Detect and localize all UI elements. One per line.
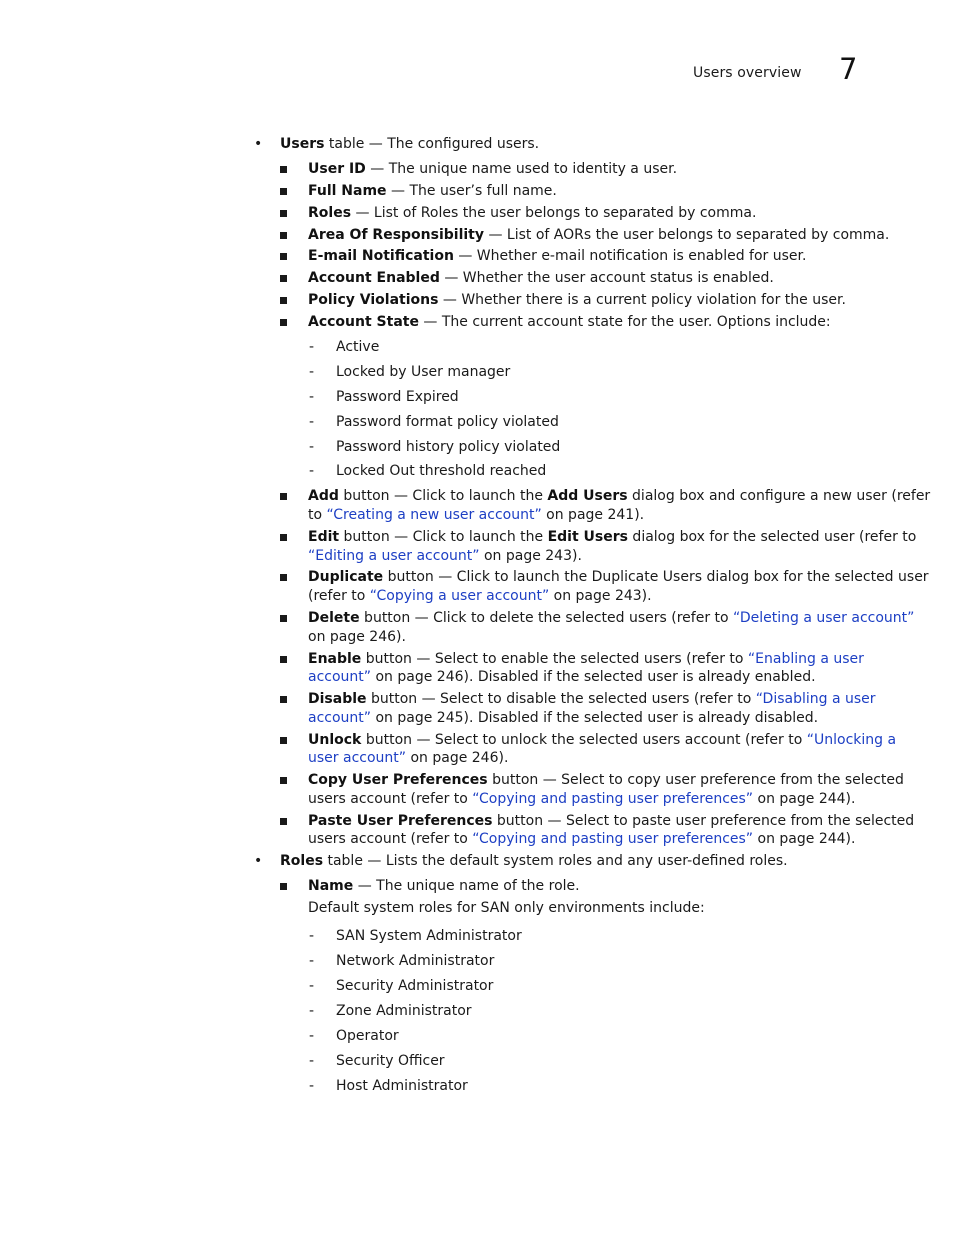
text: dialog box and configure a new user (refer (627, 488, 931, 504)
term: Account State (308, 314, 419, 330)
dash-bullet-icon: - (309, 1053, 315, 1069)
field-account-state (308, 313, 831, 331)
delete-button-description (308, 609, 914, 627)
term: Copy User Preferences (308, 772, 488, 788)
term: Roles (308, 205, 352, 221)
square-bullet-icon (280, 232, 287, 239)
field-account-enabled (308, 269, 774, 287)
text: on page 243). (549, 588, 652, 604)
field-user-id (308, 160, 677, 178)
term: Account Enabled (308, 270, 440, 286)
field-area-of-responsibility (308, 226, 889, 244)
term: Roles (280, 853, 324, 869)
term: Policy Violations (308, 292, 439, 308)
cross-reference-link[interactable]: “Copying and pasting user preferences” (472, 791, 754, 807)
term: Unlock (308, 732, 362, 748)
term: Edit Users (547, 529, 628, 545)
duplicate-button-description-cont (308, 587, 652, 605)
cross-reference-link[interactable]: “Editing a user account” (308, 548, 480, 564)
term: Add (308, 488, 339, 504)
roles-table-item (280, 852, 788, 870)
text: button — Click to delete the selected users (refer to (359, 610, 734, 626)
enable-button-description (308, 650, 864, 668)
dash-bullet-icon: - (309, 463, 315, 479)
term: Add Users (547, 488, 628, 504)
term: E-mail Notification (308, 248, 454, 264)
text: button — Select to unlock the selected users account (refer to (361, 732, 807, 748)
cross-reference-link[interactable]: account” (308, 669, 372, 685)
description: table — The configured users. (324, 136, 540, 152)
cross-reference-link[interactable]: account” (308, 710, 372, 726)
dash-bullet-icon: - (309, 953, 315, 969)
square-bullet-icon (280, 656, 287, 663)
field-policy-violations (308, 291, 846, 309)
paste-preferences-button-description (308, 812, 914, 830)
square-bullet-icon (280, 574, 287, 581)
dash-bullet-icon: - (309, 439, 315, 455)
description: — The user’s full name. (386, 183, 557, 199)
account-state-item: Locked by User manager (336, 364, 511, 380)
cross-reference-link[interactable]: “Unlocking a (806, 732, 897, 748)
square-bullet-icon (280, 493, 287, 500)
term: Paste User Preferences (308, 813, 493, 829)
square-bullet-icon (280, 737, 287, 744)
bullet-icon: • (254, 136, 263, 152)
default-role-item: Operator (336, 1028, 399, 1044)
dash-bullet-icon: - (309, 1003, 315, 1019)
square-bullet-icon (280, 166, 287, 173)
description: — Whether the user account status is enabled. (439, 270, 774, 286)
description: — The unique name used to identity a user. (365, 161, 678, 177)
cross-reference-link[interactable]: user account” (308, 750, 407, 766)
text: users account (refer to (308, 831, 473, 847)
description: table — Lists the default system roles and any user-defined roles. (323, 853, 788, 869)
dash-bullet-icon: - (309, 978, 315, 994)
disable-button-description (308, 690, 876, 708)
field-roles (308, 204, 756, 222)
description: — List of AORs the user belongs to separated by comma. (484, 227, 890, 243)
text: dialog box for the selected user (refer to (627, 529, 917, 545)
square-bullet-icon (280, 696, 287, 703)
cross-reference-link[interactable]: “Creating a new user account” (326, 507, 542, 523)
text: on page 244). (753, 791, 856, 807)
users-table-item (280, 135, 539, 153)
disable-button-description-cont (308, 709, 818, 727)
cross-reference-link[interactable]: “Disabling a user (755, 691, 876, 707)
description: — List of Roles the user belongs to separated by comma. (351, 205, 757, 221)
term: Area Of Responsibility (308, 227, 485, 243)
dash-bullet-icon: - (309, 339, 315, 355)
description: — The current account state for the user. Options include: (418, 314, 831, 330)
field-email-notification (308, 247, 806, 265)
enable-button-description-cont (308, 668, 816, 686)
delete-button-description-cont: on page 246). (308, 629, 406, 645)
term: Enable (308, 651, 362, 667)
account-state-item: Password format policy violated (336, 414, 559, 430)
copy-preferences-button-description-cont (308, 790, 855, 808)
text: button — Select to disable the selected users (refer to (366, 691, 756, 707)
square-bullet-icon (280, 777, 287, 784)
term: User ID (308, 161, 366, 177)
default-role-item: Host Administrator (336, 1078, 468, 1094)
text: button — Select to enable the selected users (refer to (361, 651, 748, 667)
text: users account (refer to (308, 791, 473, 807)
term: Users (280, 136, 325, 152)
text: on page 243). (479, 548, 582, 564)
add-button-description-cont (308, 506, 644, 524)
default-role-item: Network Administrator (336, 953, 495, 969)
text: on page 241). (541, 507, 645, 523)
account-state-item: Active (336, 339, 380, 355)
text: (refer to (308, 588, 370, 604)
square-bullet-icon (280, 534, 287, 541)
text: on page 245). Disabled if the selected user is already disabled. (371, 710, 819, 726)
term: Disable (308, 691, 367, 707)
square-bullet-icon (280, 818, 287, 825)
cross-reference-link[interactable]: “Enabling a user (747, 651, 864, 667)
copy-preferences-button-description (308, 771, 904, 789)
cross-reference-link[interactable]: “Copying a user account” (369, 588, 550, 604)
description: — Whether there is a current policy violation for the user. (438, 292, 846, 308)
text: on page 246). Disabled if the selected user is already enabled. (371, 669, 816, 685)
dash-bullet-icon: - (309, 389, 315, 405)
term: Delete (308, 610, 360, 626)
term: Edit (308, 529, 340, 545)
cross-reference-link[interactable]: “Copying and pasting user preferences” (472, 831, 754, 847)
field-role-name (308, 877, 580, 895)
default-roles-intro: Default system roles for SAN only environments include: (308, 900, 705, 916)
paste-preferences-button-description-cont (308, 830, 855, 848)
square-bullet-icon (280, 615, 287, 622)
term: Full Name (308, 183, 387, 199)
default-role-item: SAN System Administrator (336, 928, 522, 944)
dash-bullet-icon: - (309, 928, 315, 944)
bullet-icon: • (254, 853, 263, 869)
text: on page 246). (406, 750, 509, 766)
text: to (308, 507, 327, 523)
description: — Whether e-mail notification is enabled for user. (453, 248, 807, 264)
dash-bullet-icon: - (309, 364, 315, 380)
text: button — Click to launch the (339, 529, 548, 545)
description: — The unique name of the role. (353, 878, 580, 894)
edit-button-description (308, 528, 916, 546)
edit-button-description-cont (308, 547, 582, 565)
field-full-name (308, 182, 557, 200)
dash-bullet-icon: - (309, 1028, 315, 1044)
text: button — Select to paste user preference from the selected (492, 813, 915, 829)
account-state-item: Locked Out threshold reached (336, 463, 547, 479)
square-bullet-icon (280, 319, 287, 326)
chapter-number: 7 (839, 52, 858, 86)
default-role-item: Security Administrator (336, 978, 494, 994)
unlock-button-description (308, 731, 896, 749)
square-bullet-icon (280, 297, 287, 304)
unlock-button-description-cont (308, 749, 508, 767)
dash-bullet-icon: - (309, 414, 315, 430)
default-role-item: Zone Administrator (336, 1003, 472, 1019)
text: on page 244). (753, 831, 856, 847)
text: button — Click to launch the (338, 488, 548, 504)
square-bullet-icon (280, 188, 287, 195)
text: button — Select to copy user preference from the selected (487, 772, 904, 788)
account-state-item: Password history policy violated (336, 439, 561, 455)
default-role-item: Security Officer (336, 1053, 445, 1069)
cross-reference-link[interactable]: “Deleting a user account” (733, 610, 915, 626)
square-bullet-icon (280, 275, 287, 282)
square-bullet-icon (280, 253, 287, 260)
dash-bullet-icon: - (309, 1078, 315, 1094)
add-button-description (308, 487, 930, 505)
term: Name (308, 878, 354, 894)
duplicate-button-description (308, 568, 929, 586)
square-bullet-icon (280, 883, 287, 890)
account-state-item: Password Expired (336, 389, 459, 405)
text: button — Click to launch the Duplicate Users dialog box for the selected user (383, 569, 929, 585)
square-bullet-icon (280, 210, 287, 217)
running-header-title: Users overview (693, 65, 802, 81)
term: Duplicate (308, 569, 384, 585)
